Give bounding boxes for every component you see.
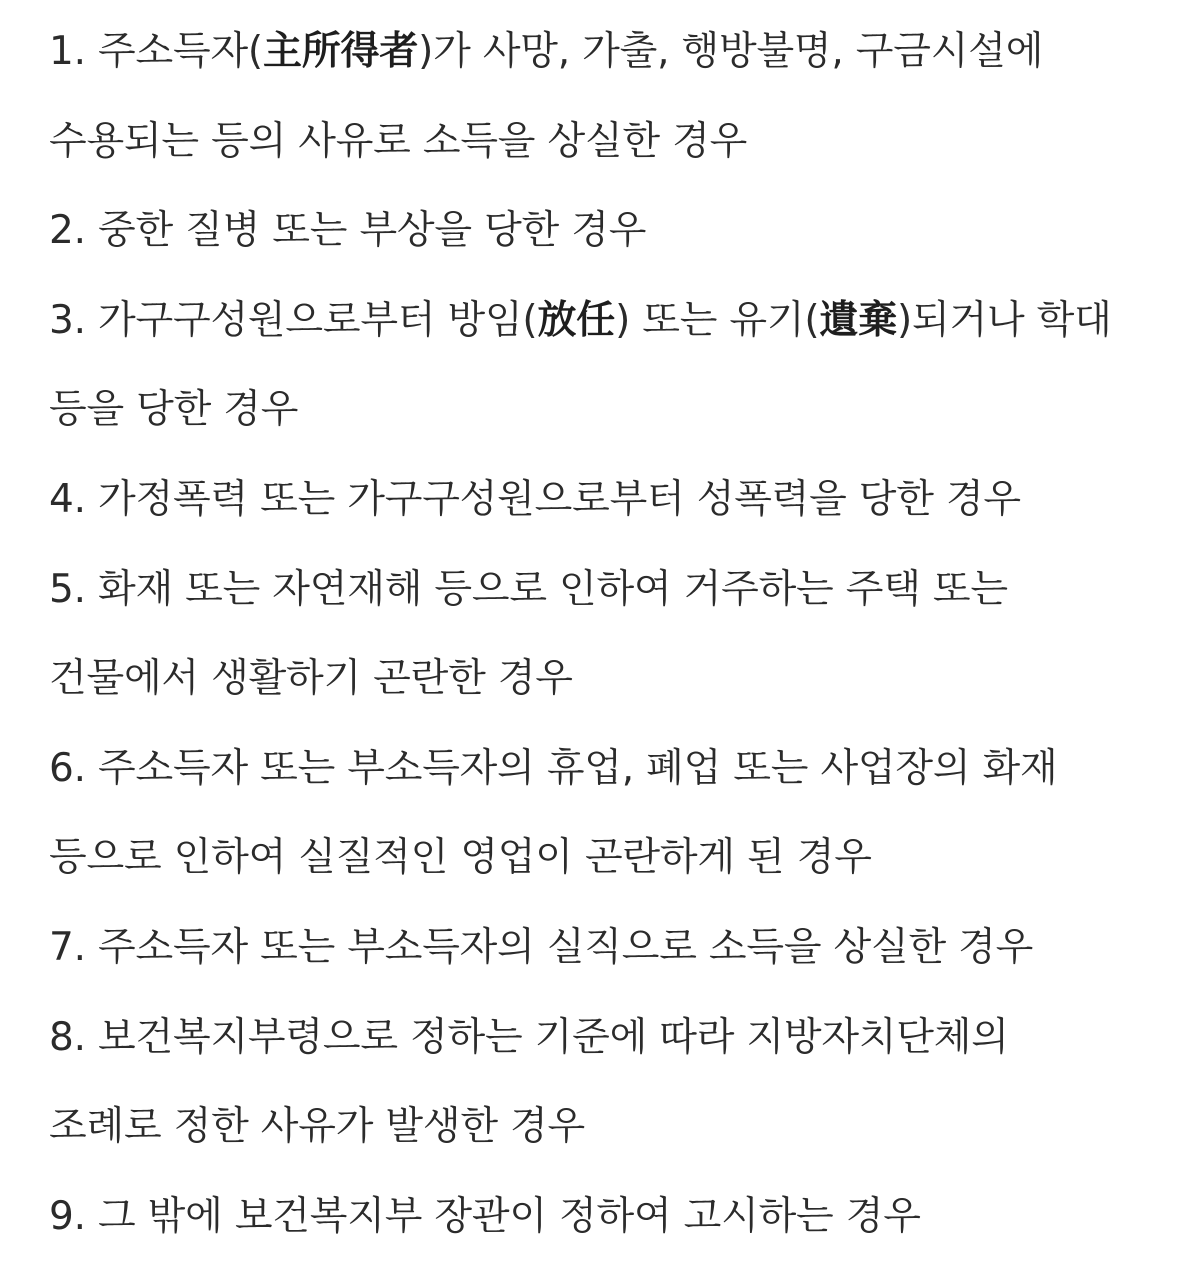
item-text: 가정폭력 또는 가구구성원으로부터 성폭력을 당한 경우 — [98, 476, 1021, 522]
item-number: 1. — [49, 29, 86, 74]
item-text: 등을 당한 경우 — [49, 387, 299, 433]
item-4-line-1 — [49, 448, 1159, 538]
item-text: 수용되는 등의 사유로 소득을 상실한 경우 — [49, 118, 748, 164]
item-3-line-1 — [49, 269, 1159, 359]
item-text: ) 또는 유기( — [615, 297, 820, 343]
item-number: 4. — [49, 476, 86, 522]
item-text: 주소득자 또는 부소득자의 실직으로 소득을 상실한 경우 — [98, 924, 1034, 970]
item-3-line-2 — [49, 358, 1159, 448]
item-1-line-2 — [49, 90, 1159, 180]
item-2-line-1 — [49, 179, 1159, 269]
item-6-line-1 — [49, 717, 1159, 807]
item-text: )되거나 학대 — [897, 297, 1112, 343]
item-5-line-2 — [49, 627, 1159, 717]
item-text: 중한 질병 또는 부상을 당한 경우 — [98, 208, 647, 254]
criteria-list — [49, 0, 1159, 1254]
item-text: 화재 또는 자연재해 등으로 인하여 거주하는 주택 또는 — [98, 566, 1008, 612]
hanja-term: 遺棄 — [819, 297, 897, 343]
hanja-term: 主所得者 — [262, 29, 419, 74]
item-text: 등으로 인하여 실질적인 영업이 곤란하게 된 경우 — [49, 835, 872, 881]
item-7-line-1 — [49, 896, 1159, 986]
item-number: 6. — [49, 745, 86, 791]
item-number: 2. — [49, 208, 86, 254]
item-text: 그 밖에 보건복지부 장관이 정하여 고시하는 경우 — [98, 1193, 921, 1239]
item-number: 5. — [49, 566, 86, 612]
item-8-line-2 — [49, 1075, 1159, 1165]
item-text: 건물에서 생활하기 곤란한 경우 — [49, 656, 573, 702]
item-8-line-1 — [49, 986, 1159, 1076]
item-number: 8. — [49, 1014, 86, 1060]
hanja-term: 放任 — [537, 297, 616, 343]
item-text: 가구구성원으로부터 방임( — [98, 297, 538, 343]
item-text: 주소득자( — [98, 29, 263, 74]
item-number: 3. — [49, 297, 86, 343]
item-number: 7. — [49, 924, 86, 970]
item-text: 보건복지부령으로 정하는 기준에 따라 지방자치단체의 — [98, 1014, 1009, 1060]
item-number: 9. — [49, 1193, 86, 1239]
item-text: 주소득자 또는 부소득자의 휴업, 폐업 또는 사업장의 화재 — [98, 745, 1058, 791]
item-9-line-1 — [49, 1165, 1159, 1255]
item-text: )가 사망, 가출, 행방불명, 구금시설에 — [418, 29, 1044, 74]
item-6-line-2 — [49, 806, 1159, 896]
item-1-line-1 — [49, 0, 1159, 90]
item-text: 조례로 정한 사유가 발생한 경우 — [49, 1104, 585, 1150]
item-5-line-1 — [49, 538, 1159, 628]
